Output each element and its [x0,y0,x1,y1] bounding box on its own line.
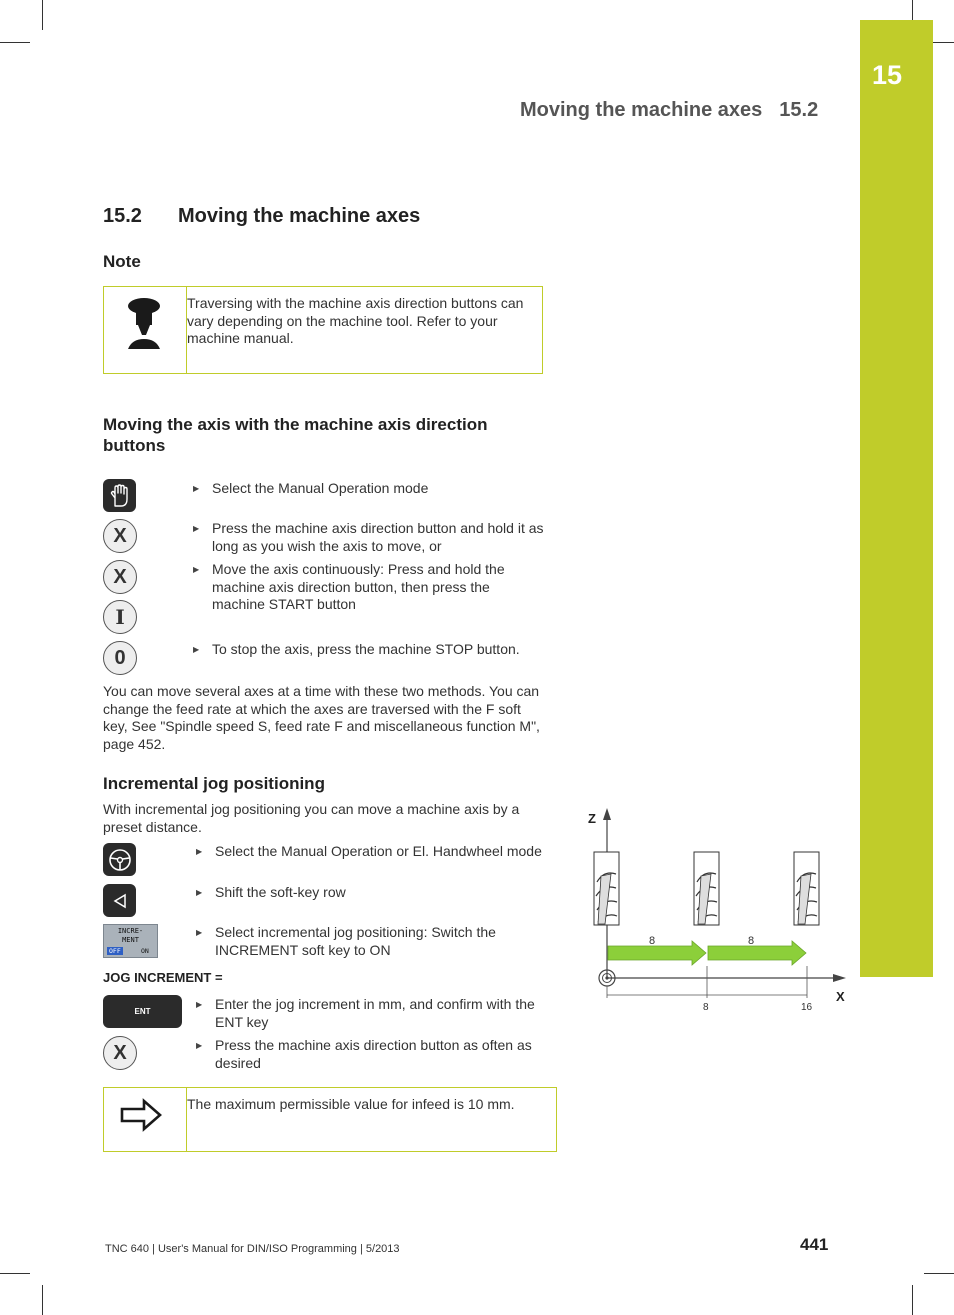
crop-mark [42,0,43,30]
section-name: Moving the machine axes [178,205,421,227]
softkey-on-state: ON [141,947,149,955]
hint-text: The maximum permissible value for infeed is 10 mm. [187,1096,515,1112]
increment-arrow [708,941,806,965]
step: ▶ Shift the soft-key row [195,884,545,902]
dimension-label: 8 [649,935,656,947]
milling-tool [594,852,619,925]
nc-start-key[interactable]: I [103,600,137,634]
jog-increment-prompt: JOG INCREMENT = [103,970,223,985]
nc-stop-key[interactable]: 0 [103,641,137,675]
arrow-right-icon [119,1098,163,1132]
subsection2-heading: Incremental jog positioning [103,774,325,793]
paragraph: You can move several axes at a time with these two methods. You can change the feed rate at which the axes are traversed with the F soft key, See "Spindle speed S, feed rate F and miscellaneous function M", page 452. [103,683,540,752]
crop-mark [42,1285,43,1315]
footer-text: TNC 640 | User's Manual for DIN/ISO Programming | 5/2013 [105,1243,400,1255]
note-heading: Note [103,252,141,271]
section-title [103,205,420,228]
milling-tool [694,852,719,925]
crop-mark [0,1273,30,1274]
axis-x-label: X [836,989,845,1004]
chapter-number: 15 [872,60,903,90]
softkey-label: INCRE- MENT [117,927,144,944]
step: ▶ To stop the axis, press the machine STOP button. [192,641,562,659]
crop-mark [924,1273,954,1274]
axis-x-key[interactable]: X [103,519,137,553]
dimension-label: 8 [748,935,755,947]
step: ▶ Select incremental jog positioning: Switch the INCREMENT soft key to ON [195,924,545,959]
manual-mode-key[interactable] [103,479,136,512]
hint-box [103,1087,557,1152]
milling-tool [794,852,819,925]
step: ▶ Enter the jog increment in mm, and confirm with the ENT key [195,996,565,1031]
note-text: Traversing with the machine axis direction buttons can vary depending on the machine tool. Refer to your machine manual. [187,295,524,346]
axis-z-label: Z [588,811,596,826]
note-box [103,286,543,374]
hand-icon [109,484,131,508]
machine-dependent-icon [124,297,164,353]
handwheel-mode-key[interactable] [103,843,136,876]
steering-wheel-icon [108,848,132,872]
step: ▶ Select the Manual Operation or El. Handwheel mode [195,843,545,861]
jog-increment-figure [580,800,850,1020]
softkey-shift-key[interactable] [103,884,136,917]
axis-x-key[interactable]: X [103,560,137,594]
page-number: 441 [800,1235,829,1254]
intro-paragraph: With incremental jog positioning you can move a machine axis by a preset distance. [103,801,520,835]
dimension-label: 8 [703,1002,709,1013]
crop-mark [912,0,913,20]
increment-softkey[interactable] [103,924,158,958]
triangle-left-icon [111,892,129,910]
dimension-label: 16 [801,1002,813,1013]
section-number: 15.2 [103,205,142,227]
ent-key[interactable]: ENT [103,995,182,1028]
running-header-title: Moving the machine axes [520,99,763,121]
running-header-number: 15.2 [779,99,819,121]
step: ▶ Move the axis continuously: Press and hold the machine axis direction button, then press the machine START button [192,561,542,614]
step: ▶ Select the Manual Operation mode [192,480,562,498]
crop-mark [912,1285,913,1315]
step: ▶ Press the machine axis direction button as often as desired [195,1037,565,1072]
chapter-sidebar [860,20,933,977]
axis-x-key[interactable]: X [103,1036,137,1070]
crop-mark [0,42,30,43]
step: ▶ Press the machine axis direction button and hold it as long as you wish the axis to move, or [192,520,562,555]
subsection1-heading: Moving the axis with the machine axis direction buttons [103,415,488,455]
softkey-off-state: OFF [109,947,121,955]
increment-arrow [608,941,706,965]
running-header [520,99,818,122]
